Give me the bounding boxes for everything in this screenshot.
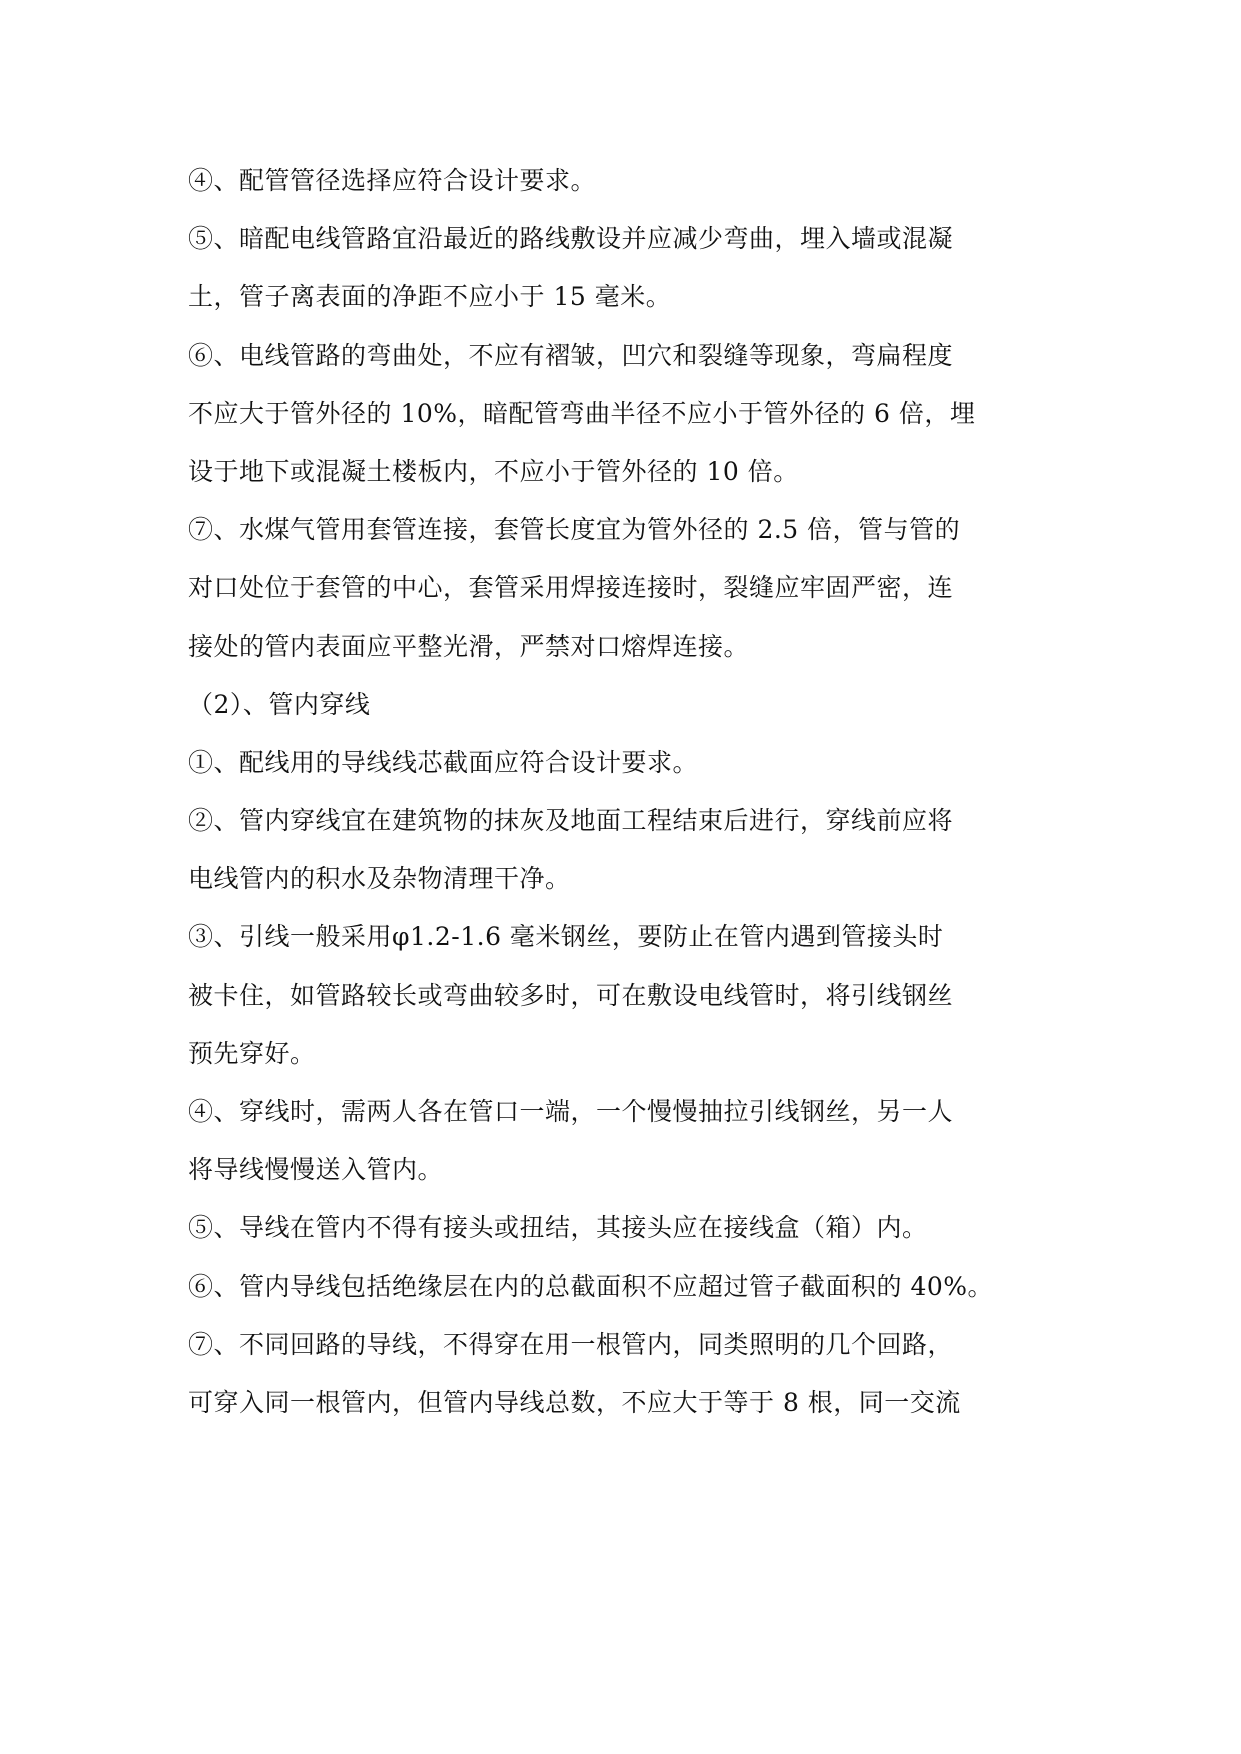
text-line: ③、引线一般采用φ1.2-1.6 毫米钢丝，要防止在管内遇到管接头时 bbox=[188, 922, 944, 952]
text-line: ⑥、电线管路的弯曲处，不应有褶皱，凹穴和裂缝等现象，弯扁程度 bbox=[188, 340, 954, 370]
text-line: ②、管内穿线宜在建筑物的抹灰及地面工程结束后进行，穿线前应将 bbox=[188, 806, 954, 836]
text-line: 不应大于管外径的 10%，暗配管弯曲半径不应小于管外径的 6 倍，埋 bbox=[188, 398, 976, 428]
text-line: 预先穿好。 bbox=[188, 1038, 316, 1068]
text-line: 可穿入同一根管内，但管内导线总数，不应大于等于 8 根，同一交流 bbox=[188, 1387, 961, 1417]
text-line: ⑤、导线在管内不得有接头或扭结，其接头应在接线盒（箱）内。 bbox=[188, 1213, 928, 1243]
text-line: 被卡住，如管路较长或弯曲较多时，可在敷设电线管时，将引线钢丝 bbox=[188, 980, 954, 1010]
text-line: ⑥、管内导线包括绝缘层在内的总截面积不应超过管子截面积的 40%。 bbox=[188, 1271, 994, 1301]
text-line: ①、配线用的导线线芯截面应符合设计要求。 bbox=[188, 747, 699, 777]
text-line: ④、配管管径选择应符合设计要求。 bbox=[188, 166, 597, 195]
text-line: 设于地下或混凝土楼板内，不应小于管外径的 10 倍。 bbox=[188, 456, 799, 486]
text-line: 对口处位于套管的中心，套管采用焊接连接时，裂缝应牢固严密，连 bbox=[188, 573, 954, 603]
text-line: 接处的管内表面应平整光滑，严禁对口熔焊连接。 bbox=[188, 631, 750, 661]
text-line: 电线管内的积水及杂物清理干净。 bbox=[188, 864, 571, 894]
document-body bbox=[188, 152, 1063, 1432]
text-line: ④、穿线时，需两人各在管口一端，一个慢慢抽拉引线钢丝，另一人 bbox=[188, 1097, 954, 1126]
text-line: ⑦、不同回路的导线，不得穿在用一根管内，同类照明的几个回路， bbox=[188, 1329, 954, 1359]
text-line: 土，管子离表面的净距不应小于 15 毫米。 bbox=[188, 282, 672, 312]
section-heading: （2）、管内穿线 bbox=[188, 689, 371, 719]
text-line: ⑤、暗配电线管路宜沿最近的路线敷设并应减少弯曲，埋入墙或混凝 bbox=[188, 224, 954, 254]
text-line: 将导线慢慢送入管内。 bbox=[188, 1155, 444, 1185]
text-line: ⑦、水煤气管用套管连接，套管长度宜为管外径的 2.5 倍，管与管的 bbox=[188, 515, 961, 545]
